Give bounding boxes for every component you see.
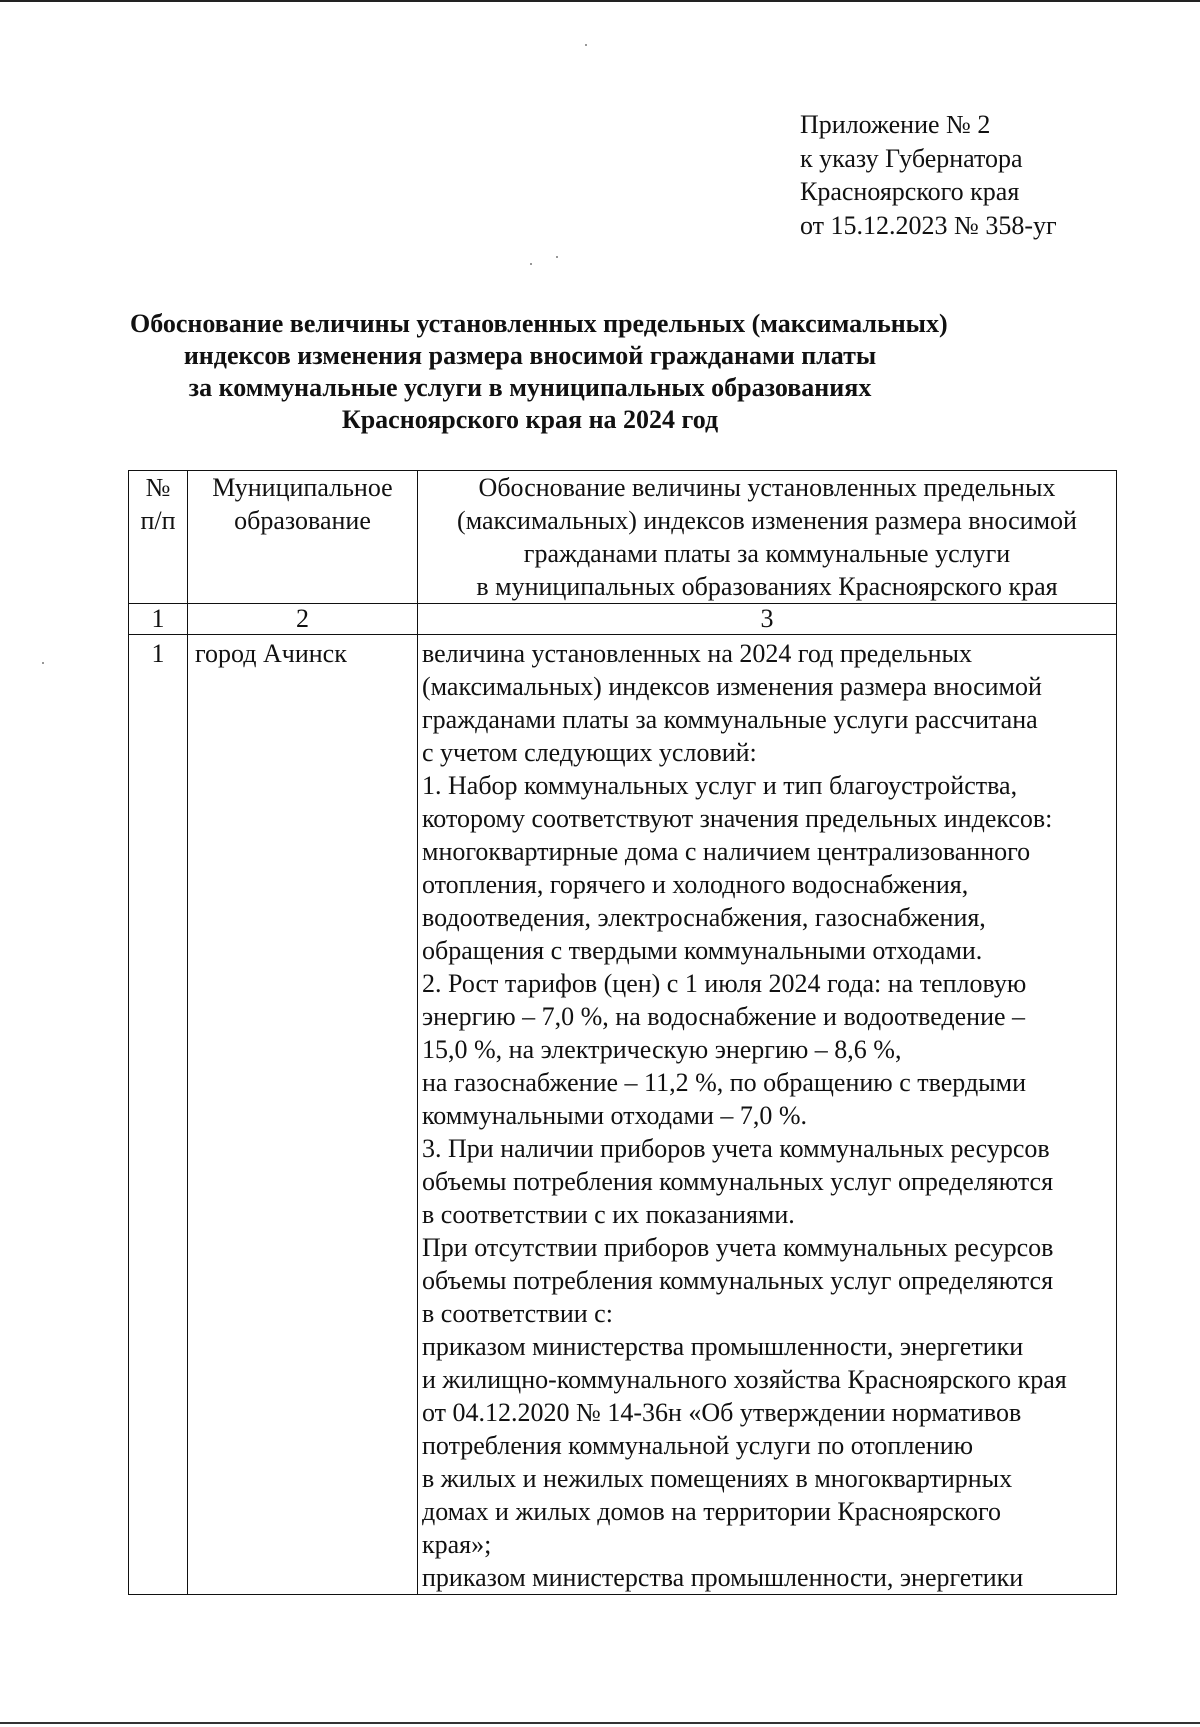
header-municipality-line: Муниципальное: [212, 473, 393, 502]
text-line: 15,0 %, на электрическую энергию – 8,6 %,: [422, 1035, 902, 1064]
title-line: за коммунальные услуги в муниципальных образованиях: [188, 373, 872, 402]
title-line: Красноярского края на 2024 год: [341, 405, 719, 434]
column-number: 2: [188, 604, 418, 635]
row-number: 1: [129, 635, 188, 1595]
text-line: 3. При наличии приборов учета коммунальных ресурсов: [422, 1134, 1050, 1163]
text-line: коммунальными отходами – 7,0 %.: [422, 1101, 808, 1130]
title-line: Обоснование величины установленных предельных (максимальных): [130, 309, 948, 338]
appendix-line: Красноярского края: [800, 177, 1020, 206]
text-line: величина установленных на 2024 год предельных: [422, 639, 972, 668]
column-number-row: [129, 604, 1117, 635]
text-line: энергию – 7,0 %, на водоснабжение и водоотведение –: [422, 1002, 1026, 1031]
header-number-line: №: [145, 473, 171, 502]
scan-edge-top: [0, 0, 1200, 2]
text-line: в жилых и нежилых помещениях в многоквартирных: [422, 1464, 1013, 1493]
appendix-line: к указу Губернатора: [800, 143, 1023, 173]
table-header-row: [129, 471, 1117, 604]
text-line: в соответствии с их показаниями.: [422, 1200, 795, 1229]
text-line: на газоснабжение – 11,2 %, по обращению с твердыми: [422, 1068, 1027, 1097]
table-row: [129, 635, 1117, 1595]
document-title: [130, 308, 948, 436]
text-line: 2. Рост тарифов (цен) с 1 июля 2024 года: на тепловую: [422, 969, 1027, 998]
header-number: [129, 471, 188, 604]
appendix-line: Приложение № 2: [800, 110, 991, 139]
text-line: водоотведения, электроснабжения, газоснабжения,: [422, 903, 986, 932]
text-line: с учетом следующих условий:: [422, 738, 757, 767]
justification-table: [128, 470, 1117, 1595]
text-line: края»;: [422, 1530, 492, 1559]
header-justification: [418, 471, 1117, 604]
text-line: которому соответствуют значения предельных индексов:: [422, 804, 1053, 833]
appendix-line: от 15.12.2023 № 358-уг: [800, 210, 1057, 240]
scan-speck: [42, 662, 44, 664]
scan-edge-bottom: [0, 1722, 1200, 1724]
text-line: приказом министерства промышленности, энергетики: [422, 1563, 1024, 1592]
scan-speck: [585, 44, 587, 46]
text-line: (максимальных) индексов изменения размера вносимой: [422, 672, 1042, 701]
header-justification-line: Обоснование величины установленных предельных: [478, 473, 1056, 502]
header-number-line: п/п: [140, 506, 176, 535]
text-line: и жилищно-коммунального хозяйства Красноярского края: [422, 1365, 1067, 1394]
text-line: гражданами платы за коммунальные услуги рассчитана: [422, 705, 1038, 734]
appendix-block: [800, 108, 1057, 242]
title-line: индексов изменения размера вносимой гражданами платы: [183, 341, 877, 370]
text-line: домах и жилых домов на территории Красноярского: [422, 1497, 1002, 1526]
header-municipality-line: образование: [234, 506, 371, 535]
scan-speck: [530, 263, 532, 265]
row-justification-text: [418, 635, 1117, 1595]
column-number: 1: [129, 604, 188, 635]
column-number: 3: [418, 604, 1117, 635]
header-justification-line: в муниципальных образованиях Красноярского края: [476, 572, 1058, 601]
header-municipality: [188, 471, 418, 604]
header-justification-line: гражданами платы за коммунальные услуги: [523, 539, 1011, 568]
header-justification-line: (максимальных) индексов изменения размера вносимой: [457, 506, 1077, 535]
text-line: от 04.12.2020 № 14-36н «Об утверждении нормативов: [422, 1398, 1022, 1427]
row-municipality: город Ачинск: [188, 635, 418, 1595]
text-line: объемы потребления коммунальных услуг определяются: [422, 1167, 1054, 1196]
text-line: 1. Набор коммунальных услуг и тип благоустройства,: [422, 771, 1018, 800]
text-line: потребления коммунальной услуги по отоплению: [422, 1431, 974, 1460]
text-line: приказом министерства промышленности, энергетики: [422, 1332, 1024, 1361]
text-line: отопления, горячего и холодного водоснабжения,: [422, 870, 969, 899]
scan-speck: [556, 256, 558, 258]
text-line: При отсутствии приборов учета коммунальных ресурсов: [422, 1233, 1054, 1262]
text-line: объемы потребления коммунальных услуг определяются: [422, 1266, 1054, 1295]
text-line: многоквартирные дома с наличием централизованного: [422, 837, 1031, 866]
text-line: в соответствии с:: [422, 1299, 613, 1328]
text-line: обращения с твердыми коммунальными отходами.: [422, 936, 983, 965]
